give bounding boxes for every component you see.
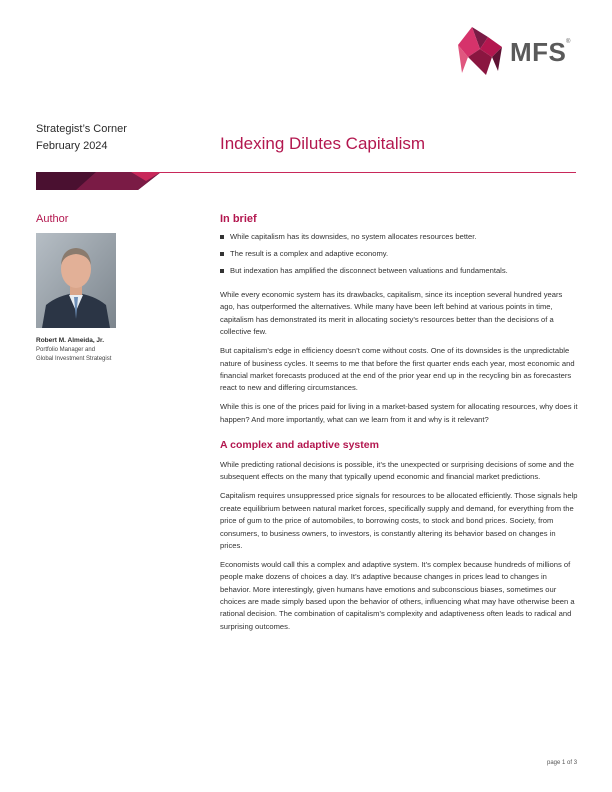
publication-date: February 2024 [36, 140, 108, 152]
body-paragraph: But capitalism’s edge in efficiency doesn’t come without costs. One of its downsides is the unpredictable nature of business cycles. It seems to me that before the first quarter ends each year, most economic and financial market forecasts produced at the end of the prior year end up in the recycling bin as forecasters react to new and differing circumstances. [220, 346, 575, 393]
author-photo [36, 233, 116, 328]
author-name: Robert M. Almeida, Jr. [36, 337, 105, 344]
section-body [220, 459, 578, 640]
mfs-logo [458, 27, 578, 79]
page-number: page 1 of 3 [547, 760, 578, 766]
author-role-line: Global Investment Strategist [36, 356, 112, 362]
intro-body [220, 289, 578, 433]
in-brief-bullet: While capitalism has its downsides, no system allocates resources better. [220, 232, 508, 249]
section-heading: A complex and adaptive system [220, 439, 379, 451]
author-heading: Author [36, 213, 69, 225]
body-paragraph: While predicting rational decisions is possible, it’s the unexpected or surprising decisions of some and the subsequent effects on the many that typically upend economic and financial market predictions. [220, 460, 575, 482]
logo-text: MFS [510, 37, 567, 67]
body-paragraph: While every economic system has its drawbacks, capitalism, since its inception several hundred years ago, has outperformed the alternatives. While many have been left behind at various points in time, capitalism has demonstrated its merit in allocating society’s resources better than the decisions of a collective few. [220, 290, 563, 337]
author-role [36, 346, 156, 364]
in-brief-list [220, 232, 508, 283]
logo-registered-mark: ® [566, 39, 571, 45]
series-name: Strategist’s Corner [36, 123, 127, 135]
logo-mark-icon [458, 27, 506, 79]
body-paragraph: Economists would call this a complex and adaptive system. It’s complex because hundreds of millions of people make dozens of choices a day. It’s adaptive because changes in prices lead to changes in behavior. More interestingly, given humans have emotions and subconscious biases, sometimes our choices are made simply based upon the behavior of others, influencing what may have otherwise been a rational decision. The combination of capitalism’s complexity and adaptiveness often leads to radical and surprising outcomes. [220, 559, 575, 631]
in-brief-bullet: But indexation has amplified the disconnect between valuations and fundamentals. [220, 266, 508, 283]
header-band [36, 172, 576, 190]
author-role-line: Portfolio Manager and [36, 347, 96, 353]
body-paragraph: Capitalism requires unsuppressed price signals for resources to be allocated efficiently. Those signals help create equilibrium between natural market forces, specifically supply and demand, for everything from the price of gum to the price of automobiles, to borrowing costs, to stock and bond prices. Society, from consumers, to business owners, to investors, is constantly altering its behavior based on changes in prices. [220, 491, 578, 550]
in-brief-bullet: The result is a complex and adaptive economy. [220, 249, 508, 266]
body-paragraph: While this is one of the prices paid for living in a market-based system for allocating resources, why does it happen? And more importantly, what can we learn from it and why is it relevant? [220, 402, 578, 424]
document-title: Indexing Dilutes Capitalism [220, 134, 426, 153]
in-brief-heading: In brief [220, 213, 257, 225]
